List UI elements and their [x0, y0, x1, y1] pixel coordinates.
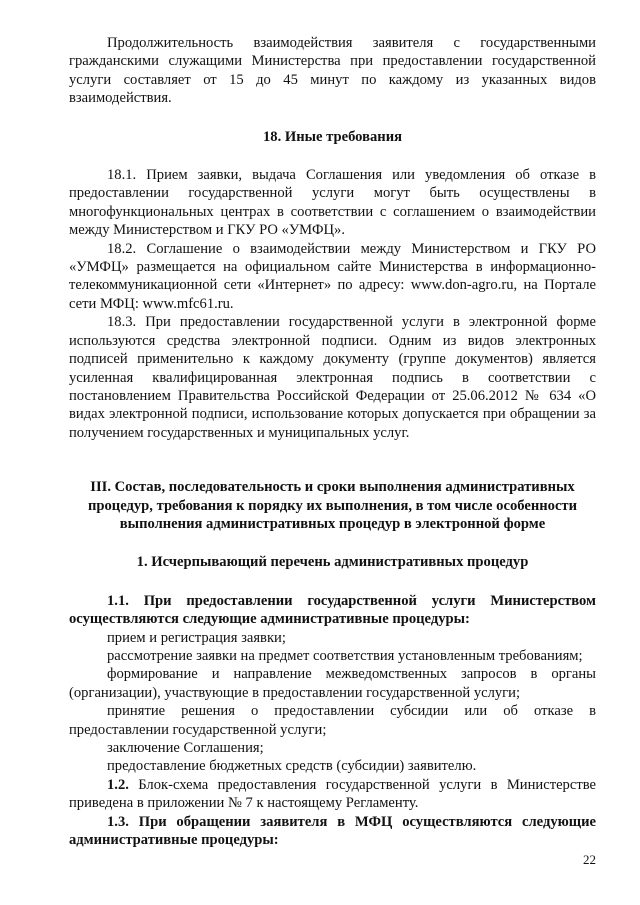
paragraph-1-2-text: Блок-схема предоставления государственной услуги в Министерстве приведена в приложении № 7 к настоящему Регламенту.	[69, 776, 596, 812]
paragraph-18-2: 18.2. Соглашение о взаимодействии между Министерством и ГКУ РО «УМФЦ» размещается на официальном сайте Министерства в информационно-телекоммуникационной сети «Интернет» по адресу: www.don-agro.ru, на Портале сети МФЦ: www.mfc61.ru.	[69, 240, 596, 312]
section-18-heading: 18. Иные требования	[262, 128, 403, 145]
procedure-item: прием и регистрация заявки;	[107, 629, 286, 646]
document-body	[69, 34, 596, 849]
paragraph-1-2-label: 1.2.	[107, 776, 129, 793]
procedure-item: формирование и направление межведомственных запросов в органы (организации), участвующие в предоставлении государственной услуги;	[69, 666, 596, 701]
paragraph-18-1: 18.1. Прием заявки, выдача Соглашения или уведомления об отказе в предоставлении государственной услуги могут быть осуществлены в многофункциональных центрах в соответствии с соглашением о взаимодействии между Министерством и ГКУ РО «УМФЦ».	[69, 167, 596, 239]
paragraph-1-1: 1.1. При предоставлении государственной услуги Министерством осуществляются следующие административные процедуры:	[69, 592, 596, 628]
procedure-item: предоставление бюджетных средств (субсидии) заявителю.	[107, 758, 477, 775]
subsection-1-heading: 1. Исчерпывающий перечень административных процедур	[136, 554, 529, 571]
paragraph-1-2	[69, 776, 596, 813]
intro-paragraph: Продолжительность взаимодействия заявителя с государственными гражданскими служащими Министерства при предоставлении государственной услуги составляет от 15 до 45 минут по каждому из указанных видов взаимодействия.	[69, 35, 596, 107]
procedure-item: рассмотрение заявки на предмет соответствия установленным требованиям;	[107, 647, 583, 664]
page-number: 22	[583, 852, 596, 867]
procedure-item: принятие решения о предоставлении субсидии или об отказе в предоставлении государственной услуги;	[69, 703, 596, 738]
section-3-heading: III. Состав, последовательность и сроки выполнения административных процедур, требования к порядку их выполнения, в том числе особенности выполнения административных процедур в электронной форме	[87, 479, 578, 532]
paragraph-18-3: 18.3. При предоставлении государственной услуги в электронной форме используются средства электронной подписи. Одним из видов электронных подписей применительно к каждому документу (группе документов) является усиленная квалифицированная электронная подпись в соответствии с постановлением Правительства Российской Федерации от 25.06.2012 № 634 «О видах электронной подписи, использование которых допускается при обращении за получением государственных и муниципальных услуг.	[69, 314, 596, 441]
procedure-item: заключение Соглашения;	[107, 740, 264, 756]
paragraph-1-3: 1.3. При обращении заявителя в МФЦ осуществляются следующие административные процедуры:	[69, 813, 596, 849]
